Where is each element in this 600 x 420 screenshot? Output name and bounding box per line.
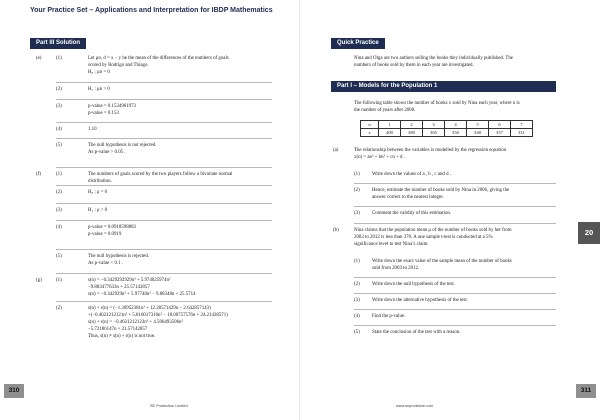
item-number: (1) xyxy=(354,259,360,264)
solution-text: s(n) = −0.342929n³ + 5.97740n² − 9.88348n + 25.5714 xyxy=(88,292,196,297)
question-text: significance level to test Nina’s claim. xyxy=(354,242,429,247)
question-text: answer correct to the nearest integer. xyxy=(372,195,444,200)
table-cell: 348 xyxy=(467,129,489,137)
solution-text: −9.883477633n + 25.57142857 xyxy=(88,285,150,290)
solution-text: p-value = 0.1534961973 xyxy=(88,104,136,109)
part-iii-solution-heading: Part III Solution xyxy=(30,38,86,49)
divider xyxy=(56,185,272,186)
solution-text: s(n) + r(n) = (−1.30952381n³ + 12.28571429n − 2.642857143) xyxy=(88,306,211,311)
intro-line-2: numbers of books sold by them in each year are investigated. xyxy=(354,63,474,68)
table-cell: 2 xyxy=(401,121,423,129)
table-row xyxy=(361,129,533,137)
divider xyxy=(56,220,272,221)
item-number: (3) xyxy=(56,208,62,213)
question-text: Hence, estimate the number of books sold by Nina in 2006, giving the xyxy=(372,188,510,193)
page-number-right: 311 xyxy=(576,384,596,398)
solution-text: Thus, s(n) ≠ s(n) + r(n) is not true. xyxy=(88,334,156,339)
item-number: (5) xyxy=(56,143,62,148)
part-label: (b) xyxy=(333,228,339,233)
table-cell: 7 xyxy=(511,121,533,129)
solution-text: s(n) = −0.3429292929n³ + 5.974025974n² xyxy=(88,278,171,283)
table-cell: 6 xyxy=(489,121,511,129)
item-number: (2) xyxy=(354,188,360,193)
item-number: (3) xyxy=(56,104,62,109)
table-cell: 1 xyxy=(379,121,401,129)
quick-practice-heading: Quick Practice xyxy=(331,38,385,49)
part-label: (g) xyxy=(36,278,42,283)
solution-text: p-value = 0.0919 xyxy=(88,232,122,237)
website: www.seprodstore.com xyxy=(396,404,434,408)
solution-text: H₁ : μᴅ > 0 xyxy=(88,87,110,92)
item-number: (4) xyxy=(354,314,360,319)
part-i-heading: Part I – Models for the Population 1 xyxy=(331,81,556,92)
solution-text: distribution. xyxy=(88,179,112,184)
divider xyxy=(56,99,272,100)
divider xyxy=(354,277,556,278)
publisher-name: SE Production Limited xyxy=(150,404,188,408)
part-label: (a) xyxy=(333,148,339,153)
question-text: Write down the null hypothesis of the test. xyxy=(372,282,455,287)
table-cell: 3 xyxy=(423,121,445,129)
question-text: The relationship between the variables is modelled by the regression equation xyxy=(354,148,507,153)
question-text: Find the p-value. xyxy=(372,314,406,319)
item-number: (1) xyxy=(354,172,360,177)
table-cell: 365 xyxy=(423,129,445,137)
question-text: Write down the exact value of the sample mean of the number of books xyxy=(372,259,512,264)
solution-text: p-value = 0.0918598883 xyxy=(88,225,136,230)
solution-text: p-value = 0.153 xyxy=(88,111,119,116)
solution-text: scored by Rodrigo and Thiago. xyxy=(88,63,149,68)
item-number: (1) xyxy=(56,172,62,177)
table-cell: 311 xyxy=(511,129,533,137)
table-row xyxy=(361,121,533,129)
divider xyxy=(354,325,556,326)
divider xyxy=(56,249,272,250)
solution-text: H₀ : ρ = 0 xyxy=(88,190,108,195)
chapter-tab: 20 xyxy=(578,222,600,244)
item-number: (1) xyxy=(56,56,62,61)
solution-text: +(−0.4621212121n³ + 5.816017316n² − 18.00757576n + 24.21428571) xyxy=(88,313,228,318)
item-number: (3) xyxy=(354,298,360,303)
divider xyxy=(354,309,556,310)
item-number: (1) xyxy=(56,278,62,283)
divider xyxy=(56,301,272,302)
item-number: (5) xyxy=(56,254,62,259)
table-intro-line-1: The following table shows the number of books x sold by Nina each year, where n is xyxy=(354,101,520,106)
item-number: (2) xyxy=(56,306,62,311)
divider xyxy=(56,273,272,274)
page-number-left: 310 xyxy=(4,384,24,398)
book-spine xyxy=(299,0,300,420)
solution-text: As p-value < 0.1 . xyxy=(88,261,124,266)
divider xyxy=(354,206,556,207)
divider xyxy=(56,138,272,139)
running-header: Your Practice Set – Applications and Interpretation for IBDP Mathematics xyxy=(30,7,273,14)
table-cell: 400 xyxy=(379,129,401,137)
question-text: State the conclusion of the test with a reason. xyxy=(372,330,461,335)
question-text: Comment the validity of this estimation. xyxy=(372,211,452,216)
question-text: x(n) = an³ + bn² + cn + d . xyxy=(354,155,405,160)
item-number: (3) xyxy=(354,211,360,216)
divider xyxy=(354,293,556,294)
table-header-cell: x xyxy=(361,129,379,137)
table-cell: 350 xyxy=(445,129,467,137)
solution-text: H₁ : ρ > 0 xyxy=(88,208,108,213)
solution-text: The numbers of goals scored by the two players follow a bivariate normal xyxy=(88,172,233,177)
table-cell: 357 xyxy=(489,129,511,137)
table-cell: 380 xyxy=(401,129,423,137)
solution-text: −5.72186147n + 21.57142857 xyxy=(88,327,148,332)
question-text: Write down the alternative hypothesis of the test. xyxy=(372,298,468,303)
divider xyxy=(354,183,556,184)
table-cell: 4 xyxy=(445,121,467,129)
solution-text: H₀ : μᴅ = 0 xyxy=(88,70,110,75)
divider xyxy=(56,82,272,83)
part-label: (e) xyxy=(36,56,42,61)
item-number: (4) xyxy=(56,127,62,132)
solution-text: s(n) + r(n) = −0.4621212123n³ + 4.506493506n² xyxy=(88,320,183,325)
solution-text: The null hypothesis is rejected. xyxy=(88,254,149,259)
solution-text: As p-value > 0.05 . xyxy=(88,150,126,155)
question-text: 2003 to 2012 is less than 370. A one sample t-test is conducted at a 5% xyxy=(354,235,493,240)
item-number: (2) xyxy=(56,87,62,92)
divider xyxy=(56,167,272,168)
table-intro-line-2: the number of years after 2000. xyxy=(354,108,416,113)
item-number: (2) xyxy=(354,282,360,287)
divider xyxy=(56,122,272,123)
divider xyxy=(354,223,556,224)
question-text: Nina claims that the population mean μ of the number of books sold by her from xyxy=(354,228,512,233)
question-text: sold from 2003 to 2012. xyxy=(372,266,420,271)
intro-line-1: Nina and Olga are two authors selling the books they individually published. The xyxy=(354,56,513,61)
solution-text: 1.10 xyxy=(88,127,97,132)
item-number: (4) xyxy=(56,225,62,230)
table-cell: 5 xyxy=(467,121,489,129)
table-header-cell: n xyxy=(361,121,379,129)
solution-text: Let μᴅ, d = x − y be the mean of the differences of the numbers of goals xyxy=(88,56,229,61)
solution-text: The null hypothesis is not rejected. xyxy=(88,143,157,148)
item-number: (5) xyxy=(354,330,360,335)
question-text: Write down the values of a , b , c and d . xyxy=(372,172,451,177)
books-sold-table xyxy=(360,120,533,137)
item-number: (2) xyxy=(56,190,62,195)
part-label: (f) xyxy=(36,172,41,177)
divider xyxy=(56,203,272,204)
